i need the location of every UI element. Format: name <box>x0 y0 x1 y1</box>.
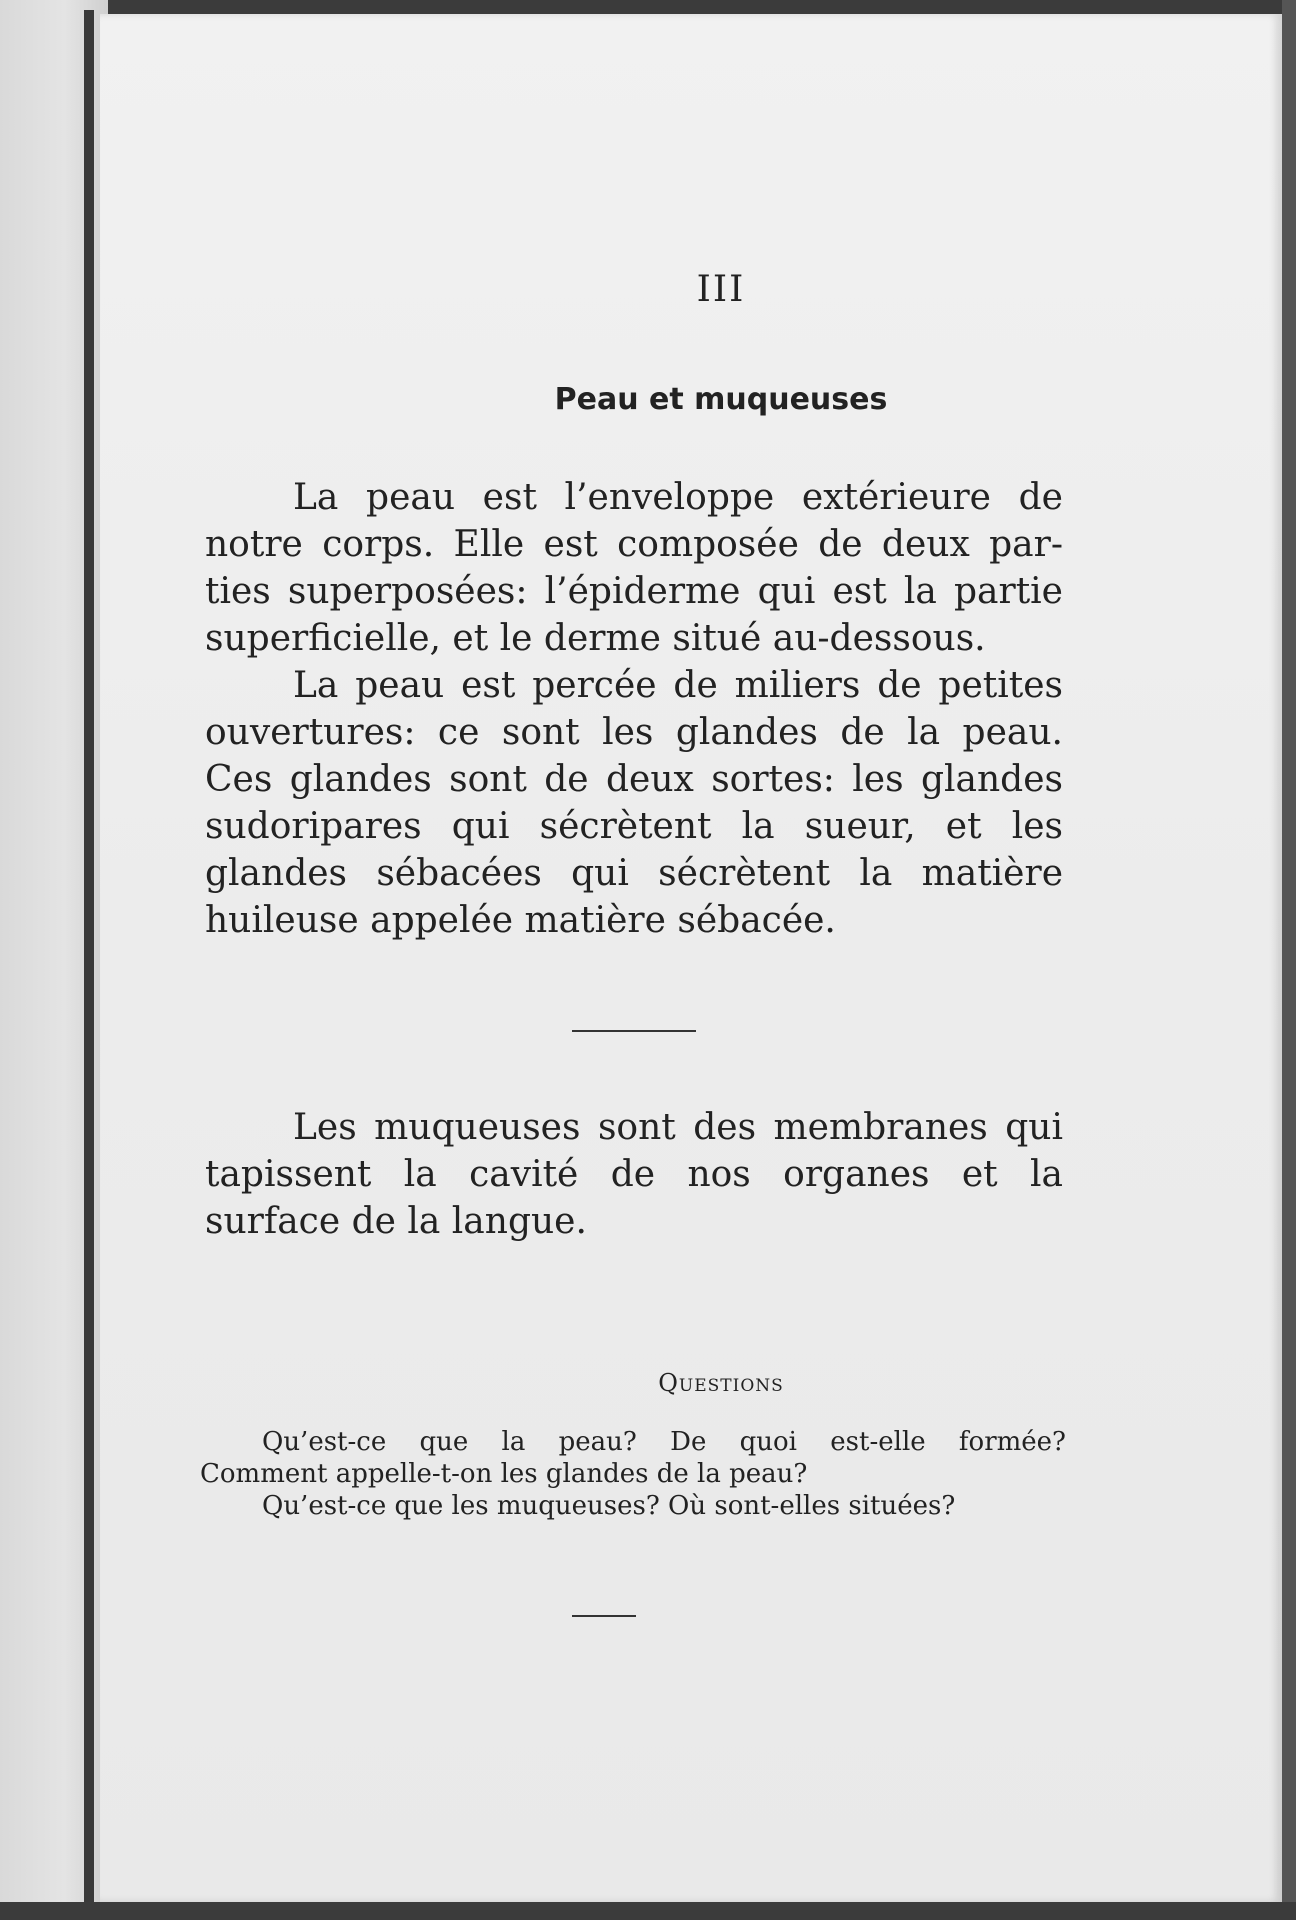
question-item: Comment appelle-t-on les glandes de la peau? <box>200 1459 808 1489</box>
mucous-text-block <box>205 1104 1063 1245</box>
skin-text-block <box>205 474 1063 944</box>
scan-right-edge <box>1282 0 1296 1920</box>
question-item: Qu’est-ce que la peau? De quoi est-elle formée? <box>262 1427 1066 1457</box>
paragraph-skin-definition: La peau est l’enveloppe extérieure de notre corps. Elle est composée de deux par-ties superposées: l’épiderme qui est la partie superficielle, et le derme situé au-dessous. <box>205 477 1063 659</box>
scan-bottom-edge <box>0 1902 1296 1920</box>
chapter-number: III <box>696 269 746 310</box>
scan-top-edge <box>0 0 1296 14</box>
questions-list <box>200 1426 1066 1522</box>
book-gutter <box>84 10 94 1910</box>
paragraph-mucous-membranes: Les muqueuses sont des membranes qui tapissent la cavité de nos organes et la surface de la langue. <box>205 1107 1063 1242</box>
questions-heading: Questions <box>658 1369 784 1397</box>
paragraph-skin-glands: La peau est percée de miliers de petites ouvertures: ce sont les glandes de la peau. Ces glandes sont de deux sortes: les glandes sudoripares qui sécrètent la sueur, et les glandes sébacées qui sécrètent la matière huileuse appelée matière sébacée. <box>205 665 1063 941</box>
end-divider <box>572 1615 636 1617</box>
chapter-title: Peau et muqueuses <box>554 382 888 417</box>
section-divider <box>572 1030 696 1032</box>
question-item: Qu’est-ce que les muqueuses? Où sont-elles situées? <box>262 1491 956 1521</box>
book-page <box>100 14 1282 1902</box>
